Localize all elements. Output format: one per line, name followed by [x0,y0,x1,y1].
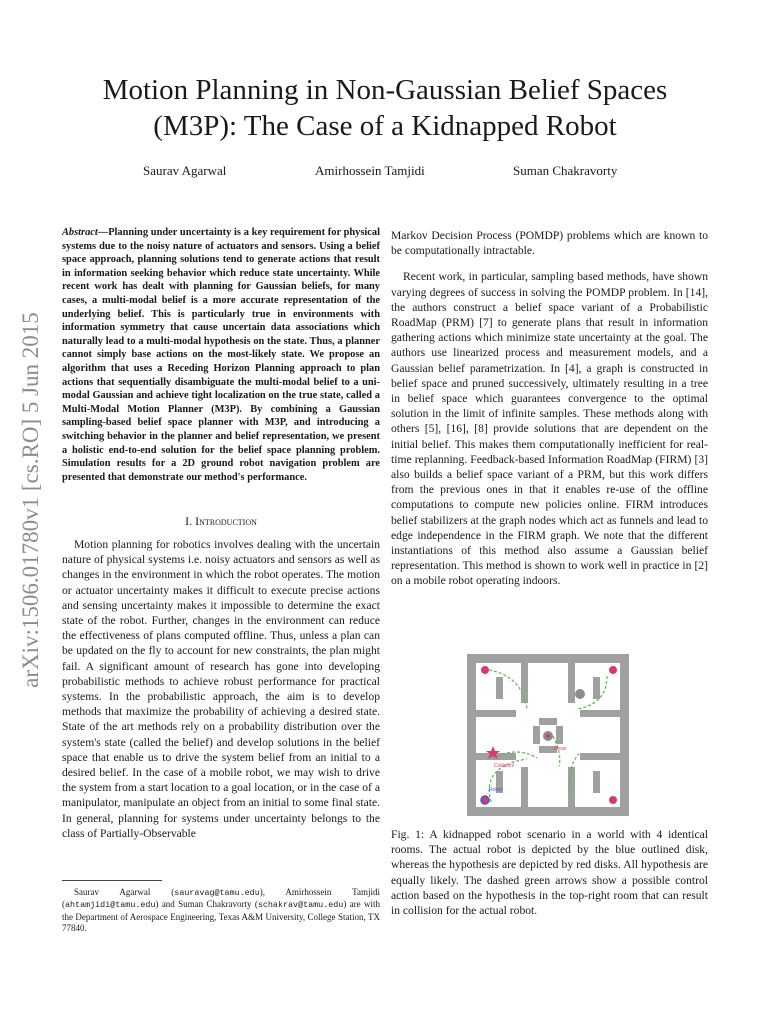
mean-label: Mean [554,746,567,752]
abstract-text: —Planning under uncertainty is a key requirement for physical systems due to the noisy nature of actuators and sensors. Using a belief space approach, planning solutions tend to generate actions that result in information seeking behavior which reduce state uncertainty. While recent work has dealt with planning for Gaussian beliefs, for many cases, a multi-modal belief is a more accurate representation of the underlying belief. This is particularly true in environments with information symmetry that cause uncertain data associations which naturally lead to a multi-modal hypothesis on the state. Thus, a planner cannot simply base actions on the most-likely state. We propose an algorithm that uses a Receding Horizon Planning approach to plan actions that sequentially disambiguate the multi-modal belief to a uni-modal Gaussian and achieve tight localization on the true state, called a Multi-Modal Motion Planner (M3P). By combining a Gaussian sampling-based belief space planner with M3P, and introducing a switching behavior in the planner and belief representation, we present a holistic end-to-end solution for the belief space planning problem. Simulation results for a 2D ground robot navigation problem are presented that demonstrate our method's performance. [62,227,380,483]
footnote-text-4: ) are with the Department of Aerospace Engineering, Texas A&M University, College Station, TX 77840. [62,899,380,934]
collision-label: Collision! [494,763,515,769]
hypothesis-disk [609,666,617,674]
footnote-text-2: ), Amirhossein Tamjidi ( [62,887,381,910]
author-2: Amirhossein Tamjidi [315,163,425,178]
right-column [391,228,708,589]
author-1: Saurav Agarwal [143,163,227,178]
footnote-text-1: Saurav Agarwal ( [74,887,175,897]
section-number: I. [185,514,193,528]
robot-disk [481,796,489,804]
related-work-paragraph: Recent work, in particular, sampling based methods, have shown varying degrees of success in solving the POMDP problem. In [14], the authors construct a belief space variant of a Probabilistic RoadMap (PRM) [7] to generate plans that result in information gathering actions which minimize state uncertainty at the goal. The authors use linearized process and measurement models, and a Gaussian belief parametrization. In [4], a graph is constructed in belief space and pruned successively, ultimately resulting in a tree in belief space which guarantees convergence to the optimal solution in the limit of infinite samples. These methods along with others [5], [16], [8] provide solutions that are dependent on the initial belief. This makes them computationally inefficient for real-time replanning. Feedback-based Information RoadMap (FIRM) [3] also builds a belief space variant of a PRM, but this work differs from the previous ones in that it enables re-use of the offline computations to compute new policies online. FIRM introduces belief stabilizers at the graph nodes which act as funnels and lead to edge independence in the FIRM graph. We note that the different instantiations of this method also assume a Gaussian belief representation. This method is shown to work well in practice in [2] on a mobile robot operating indoors. [391,270,708,588]
section-title: Introduction [195,514,257,528]
footnote-text-3: ) and Suman Chakravorty ( [155,899,258,910]
hypothesis-disk [481,666,489,674]
intro-column [62,537,380,841]
section-heading [62,514,380,529]
footnote [62,887,380,935]
robot-label: Robot [489,787,503,793]
abstract-label: Abstract [62,227,98,238]
figure-caption [391,827,708,918]
intro-paragraph: Motion planning for robotics involves dealing with the uncertain nature of physical systems i.e. noisy actuators and sensors as well as changes in the environment in which the robot operates. The motion or actuator uncertainty makes it difficult to execute precise actions and sensing uncertainty makes it impossible to determine the exact state of the robot. Further, changes in the environment can reduce the effectiveness of plans computed offline. Thus, unless a plan can be updated on the fly to account for new constraints, the plan might fail. A significant amount of research has gone into developing probabilistic methods to achieve robust performance for practical systems. In the probabilistic approach, the aim is to develop methods that maximize the probability of achieving a desired state. State of the art methods rely on a probability distribution over the system's state (called the belief) and develop solutions in the belief space that enable us to drive the system belief from an initial to a desired belief. In the case of a mobile robot, we may wish to drive the system from a start location to a goal location, or in the case of a manipulator, manipulate an object from an initial to some final state. In general, planning for systems under uncertainty belongs to the class of Partially-Observable [62,538,380,840]
mean-dot [546,734,550,738]
abstract [62,226,380,484]
kidnapped-robot-figure [467,654,629,816]
hypothesis-mean-marker [575,689,585,699]
paper-title: Motion Planning in Non-Gaussian Belief Spaces (M3P): The Case of a Kidnapped Robot [102,74,668,142]
footnote-rule [62,880,162,881]
email-link-2[interactable]: ahtamjidi@tamu.edu [65,900,156,911]
author-3: Suman Chakravorty [513,163,618,178]
arxiv-identifier: arXiv:1506.01780v1 [cs.RO] 5 Jun 2015 [18,312,43,688]
email-link-1[interactable]: sauravag@tamu.edu [174,888,260,898]
caption-text: A kidnapped robot scenario in a world with 4 identical rooms. The actual robot is depicted by the blue outlined disk, whereas the hypothesis are depicted by red disks. All hypothesis are equally likely. The dashed green arrows show a possible control action based on the hypothesis in the top-right room that can result in collision for the actual robot. [391,828,708,918]
hypothesis-disk [609,796,617,804]
email-link-3[interactable]: schakrav@tamu.edu [257,900,344,911]
pomdp-paragraph-end: Markov Decision Process (POMDP) problems which are known to be computationally intractable. [391,229,708,258]
caption-label: Fig. 1: [391,828,425,841]
